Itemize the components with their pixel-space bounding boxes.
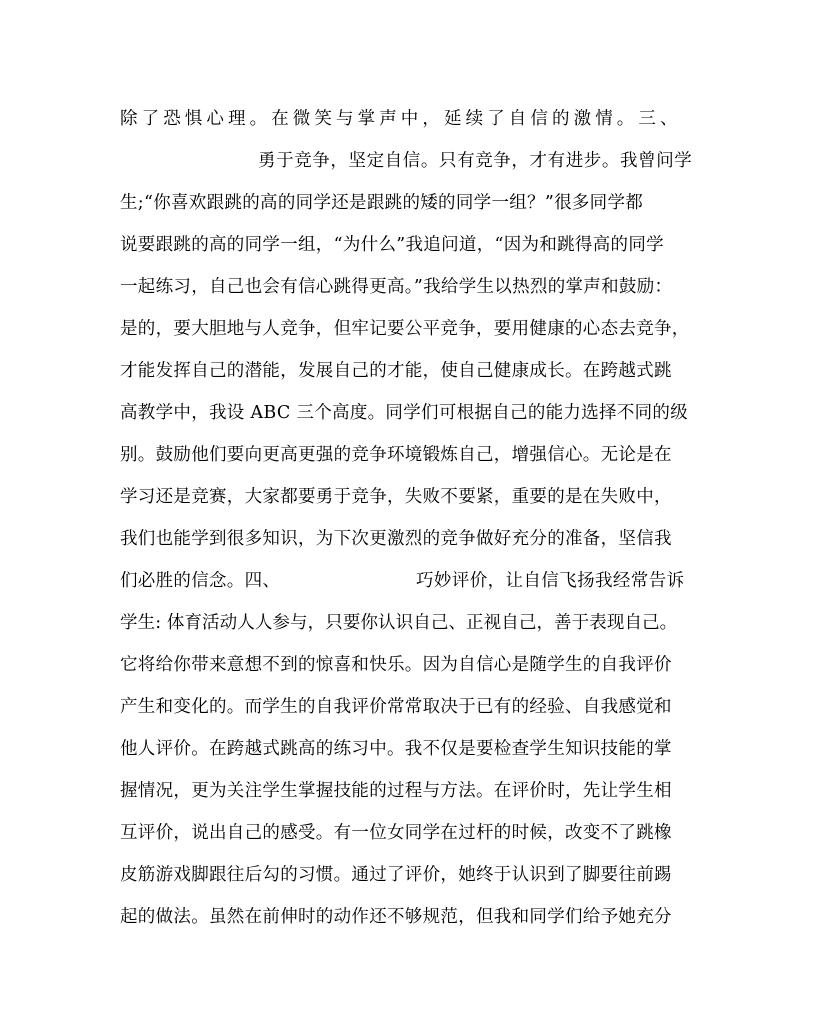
text-line: 巧妙评价，让自信飞扬我经常告诉 xyxy=(416,571,685,591)
text-line: 才能发挥自己的潜能，发展自己的才能，使自己健康成长。在跨越式跳 xyxy=(120,361,672,381)
text-line: 学习还是竞赛，大家都要勇于竞争，失败不要紧，重要的是在失败中， xyxy=(120,487,672,507)
text-line: 们必胜的信念。四、 xyxy=(120,571,281,591)
text-line: 起的做法。虽然在前伸时的动作还不够规范，但我和同学们给予她充分 xyxy=(120,907,672,927)
text-line: 说要跟跳的高的同学一组，“为什么”我追问道，“因为和跳得高的同学 xyxy=(120,235,664,255)
text-line: 互评价，说出自己的感受。有一位女同学在过杆的时候，改变不了跳橡 xyxy=(120,823,672,843)
text-line: 高教学中，我设 ABC 三个高度。同学们可根据自己的能力选择不同的级 xyxy=(120,403,689,423)
text-line: 生;“你喜欢跟跳的高的同学还是跟跳的矮的同学一组？”很多同学都 xyxy=(120,193,644,213)
text-line: 皮筋游戏脚跟往后勾的习惯。通过了评价，她终于认识到了脚要往前踢 xyxy=(120,865,672,885)
text-line: 一起练习，自己也会有信心跳得更高。”我给学生以热烈的掌声和鼓励： xyxy=(120,277,673,297)
text-line: 它将给你带来意想不到的惊喜和快乐。因为自信心是随学生的自我评价 xyxy=(120,655,672,675)
text-line: 除了恐惧心理。在微笑与掌声中，延续了自信的激情。三、 xyxy=(120,109,682,129)
text-line: 产生和变化的。而学生的自我评价常常取决于已有的经验、自我感觉和 xyxy=(120,697,672,717)
text-line: 是的，要大胆地与人竞争，但牢记要公平竞争，要用健康的心态去竞争， xyxy=(120,319,690,339)
text-line: 别。鼓励他们要向更高更强的竞争环境锻炼自己，增强信心。无论是在 xyxy=(120,445,672,465)
text-line: 我们也能学到很多知识，为下次更激烈的竞争做好充分的准备，坚信我 xyxy=(120,529,672,549)
text-line: 勇于竞争，坚定自信。只有竞争，才有进步。我曾问学 xyxy=(258,151,693,171)
text-line: 握情况，更为关注学生掌握技能的过程与方法。在评价时，先让学生相 xyxy=(120,781,672,801)
text-line: 他人评价。在跨越式跳高的练习中。我不仅是要检查学生知识技能的掌 xyxy=(120,739,672,759)
text-line: 学生: 体育活动人人参与，只要你认识自己、正视自己，善于表现自己。 xyxy=(120,613,678,633)
